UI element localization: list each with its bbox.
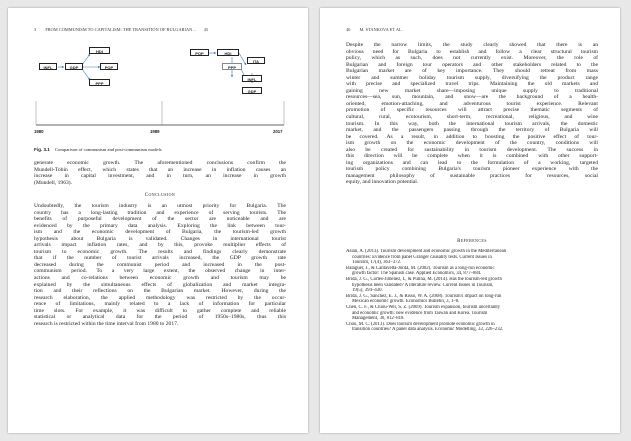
text-line: obvious need for Bulgaria to establish and follow a clear structural tourism (346, 48, 598, 55)
figure-caption-label: Fig. 3.1 (34, 147, 50, 152)
text-line: resources—sea, sun, mountain, and snow—are the background of a health- (346, 94, 598, 101)
diagram-box-gdp-left: GDP (65, 63, 83, 70)
text-line: rence of limitations, mainly related to a lack of information for particular (34, 301, 286, 308)
right-running-header (346, 27, 403, 32)
text-line: tourism. In this way, both the international tourism arrivals, the domestic (346, 120, 598, 127)
text-line: winter and summer holiday tourism supply, diversifying the product range (346, 74, 598, 81)
diagram-box-infl-right: INFL (242, 75, 262, 82)
text-line: Mundell-Tobin effect, which states that an increase in inflation causes an (34, 166, 286, 173)
text-line: Bulgarian and foreign tour operators and other stakeholders related to the (346, 61, 598, 68)
text-line: explained by the simultaneous effects of globalization and market integra- (34, 281, 286, 288)
references-list (346, 249, 598, 333)
reference-line: 19(5), 394–430. (352, 288, 383, 294)
diagram-box-gdp-right: GDP (242, 87, 262, 94)
text-line: cultural, rural, ecotourism, short-term, recreational, religious, and wine (346, 114, 598, 121)
text-line: statistical or analytical data for the period of 1950s–1980s, thus this (34, 314, 286, 321)
text-line: market, and the passengers passing through the territory of Bulgaria will (346, 127, 598, 134)
text-line: tourism policy combining Bulgaria's tourism pioneer experience with the (346, 166, 598, 173)
timeline-year-1980: 1980 (34, 129, 44, 134)
reference-line: Management, 30, 812–818. (352, 316, 405, 322)
diagram-box-ppp-right: PPP (222, 63, 242, 70)
right-page (320, 8, 620, 433)
diagram-box-ppp-left: PPP (89, 79, 110, 86)
left-header-title: FROM COMMUNISM TO CAPITALISM: THE TRANSITION OF BULGARIAN… (45, 27, 197, 32)
reference-line: transition countries? A panel data analysis. Economic Modelling, 33, 226–232. (352, 327, 504, 333)
right-header-title: M. STANKOVA ET AL. (359, 27, 403, 32)
text-line: gaining new market share—imposing unique supply to traditional (346, 87, 598, 94)
text-line: ing organizations and can lead to the formulation of a working, targeted (346, 159, 598, 166)
text-line: oriented, emotion-attaching, and adventurous tourist experience. Relevant (346, 100, 598, 107)
text-line: communism period. To a very large extent, the observed change in inter- (34, 268, 286, 275)
reference-line: Balaguer, J., & Cantavella-Jordá, M. (2002). Tourism as a long-run economic (346, 265, 495, 271)
text-line: Despite the narrow limits, the study clearly showed that there is an (346, 42, 598, 48)
text-line: also be created for sustainability in tourism development. The success in (346, 146, 598, 153)
text-line: Undoubtedly, the tourism industry is an utmost priority for Bulgaria. The (34, 203, 286, 209)
reference-line: countries: Evidence from panel Granger causality tests. Current Issues in (352, 254, 492, 260)
reference-line: hypothesis been validated? A literature review. Current Issues in Tourism, (352, 282, 494, 288)
diagram-box-infl-left: INFL (39, 63, 57, 70)
diagram-box-hdi-left: HDI (89, 47, 110, 54)
text-line: generate economic growth. The aforementioned conclusions confirm the (34, 160, 286, 166)
reference-line: Mexican economic growth. Economics Bulletin, 3, 1–8. (352, 299, 460, 305)
text-line: benefits of purposeful development of the sector are noticeable and are (34, 216, 286, 223)
diagram-box-ita: ITA (247, 57, 265, 64)
text-line: country has a long-lasting tradition and experience of serving tourists. The (34, 209, 286, 216)
text-line: promotion of specific resources will attract precise thematic segments of (346, 107, 598, 114)
text-line: ism and the economic development of Bulgaria, the tourism-led growth (34, 229, 286, 236)
reference-line: Tourism, 17(4), 363–372. (352, 260, 402, 266)
text-line: (Mundell, 1963). (34, 179, 73, 186)
text-line: evidenced by the primary data analysis. Exploring the link between tour- (34, 222, 286, 229)
left-paragraph-1 (34, 160, 286, 186)
left-running-header (34, 27, 208, 32)
left-page-number: 3 (34, 27, 37, 32)
text-line: Bulgarian market are of key importance. They should retreat from mass (346, 68, 598, 75)
reference-line: Chen, C. F., & Chiou-Wei, S. Z. (2009). Tourism expansion, tourism uncertainty (346, 304, 501, 310)
left-page-number-right: 45 (203, 27, 209, 32)
reference-line: Brida, J. G., Cortes-Jimenez, I., & Pulina, M. (2014). Has the tourism-led growth (346, 276, 502, 282)
reference-line: Aslan, A. (2013). Tourism development and economic growth in the Mediterranean (346, 249, 507, 254)
reference-line: growth factor: The Spanish case. Applied Economics, 34, 877–884. (352, 271, 482, 277)
text-line: management philosophy of sustainable practices for resources, social (346, 172, 598, 179)
figure-caption-text: Comparison of communism and post-communism models (54, 147, 162, 152)
text-line: with precise and specialized travel trips. Maintaining the old markets and (346, 81, 598, 88)
text-line: time slots. For example, it was difficult to gather complete and reliable (34, 307, 286, 314)
text-line: actions and co-relations between economic growth and tourism may be (34, 275, 286, 282)
figure-caption (34, 147, 162, 152)
reference-line: and economic growth: new evidence from Taiwan and Korea. Tourism (352, 310, 488, 316)
right-page-number: 46 (346, 27, 351, 32)
right-paragraph-1 (346, 42, 598, 186)
section-heading-conclusion: Conclusion (144, 193, 176, 198)
text-line: policy, which as such, does not currently exist. Moreover, the role of (346, 55, 598, 62)
section-heading-references: References (457, 239, 487, 244)
text-line: tion and their reflections on the Bulgarian market. However, during the (34, 288, 286, 295)
figure-models-diagram (34, 43, 286, 153)
left-paragraph-conclusion (34, 203, 286, 327)
text-line: this direction will be complete when it is combined with other support- (346, 153, 598, 160)
text-line: hypothesis about Bulgaria is validated. Changes in international tourist (34, 235, 286, 242)
text-line: increase in capital investment, and in turn, an increase in growth (34, 173, 286, 180)
reference-line: Brida, J. G., Sánchez, E. J., & Risso, W. A. (2008). Tourism's impact on long-run (346, 293, 502, 299)
timeline-year-2017: 2017 (273, 129, 283, 134)
text-line: research elaboration, the applied methodology was restricted by the occur- (34, 294, 286, 301)
timeline-year-1989: 1989 (150, 129, 160, 134)
reference-line: Chou, M. C. (2013). Does tourism development promote economic growth in (346, 321, 495, 327)
diagram-box-pop-right: POP (190, 49, 209, 56)
text-line: that if the number of tourist arrivals increased, the GDP growth rate (34, 255, 286, 262)
text-line: decreased during the communist period and increased in the post- (34, 261, 286, 268)
text-line: ism growth on the economic development of the country, conditions will (346, 140, 598, 147)
diagram-box-pop-left: POP (100, 63, 118, 70)
left-page (8, 8, 308, 433)
text-line: research is restricted within the time interval from 1980 to 2017. (34, 320, 179, 327)
text-line: tourism to economic growth. The results and findings clearly demonstrate (34, 248, 286, 255)
diagram-box-hdi-right: HDI (217, 49, 239, 56)
text-line: arrivals impact inflation rates, and by this, provoke multiplier effects of (34, 242, 286, 249)
text-line: be covered. As a result, in addition to boosting the positive effect of tour- (346, 133, 598, 140)
text-line: equity, and innovation potential. (346, 179, 419, 186)
